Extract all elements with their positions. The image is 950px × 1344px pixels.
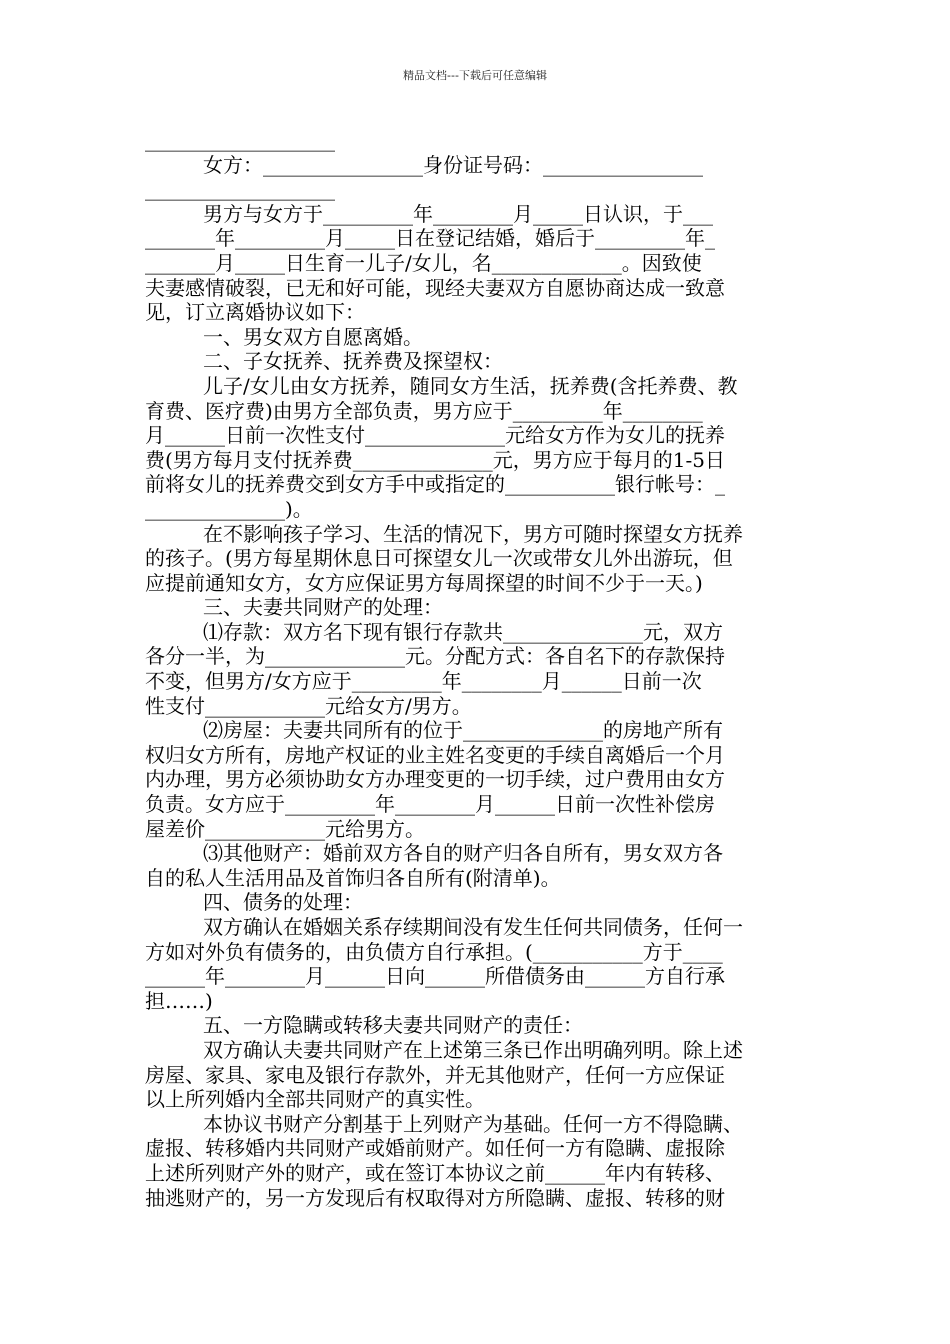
text-line: 负责。女方应于_________年________月______日前一次性补偿房: [145, 792, 715, 817]
document-body: [145, 128, 810, 1210]
text-line: 双方确认夫妻共同财产在上述第三条已作出明确列明。除上述: [203, 1037, 743, 1062]
text-line: 房屋、家具、家电及银行存款外，并无其他财产，任何一方应保证: [145, 1062, 725, 1087]
text-line: 二、子女抚养、抚养费及探望权：: [203, 349, 503, 374]
text-line: 抽逃财产的，另一方发现后有权取得对方所隐瞒、虚报、转移的财: [145, 1185, 725, 1210]
text-line: 担……): [145, 988, 213, 1013]
text-line: 五、一方隐瞒或转移夫妻共同财产的责任：: [203, 1013, 583, 1038]
text-line: 内办理，男方必须协助女方办理变更的一切手续，过户费用由女方: [145, 767, 725, 792]
text-line: ___________________: [145, 128, 335, 152]
text-line: ______________)。: [145, 496, 313, 521]
text-line: 前将女儿的抚养费交到女方手中或指定的___________银行帐号：_: [145, 472, 725, 497]
text-line: ⑴存款：双方名下现有银行存款共______________元，双方: [203, 619, 723, 644]
text-line: 性支付____________元给女方/男方。: [145, 693, 472, 718]
text-line: 权归女方所有，房地产权证的业主姓名变更的手续自离婚后一个月: [145, 742, 725, 767]
text-line: 女方：________________身份证号码：________________: [203, 152, 703, 177]
text-line: 夫妻感情破裂，已无和好可能，现经夫妻双方自愿协商达成一致意: [145, 275, 725, 300]
text-line: 虚报、转移婚内共同财产或婚前财产。如任何一方有隐瞒、虚报除: [145, 1136, 725, 1161]
text-line: 费(男方每月支付抚养费______________元，男方应于每月的1-5日: [145, 447, 726, 472]
text-line: 以上所列婚内全部共同财产的真实性。: [145, 1087, 485, 1112]
text-line: ___________________: [145, 177, 335, 202]
text-line: 在不影响孩子学习、生活的情况下，男方可随时探望女方抚养: [203, 521, 743, 546]
text-line: 三、夫妻共同财产的处理：: [203, 595, 443, 620]
text-line: 自的私人生活用品及首饰归各自所有(附清单)。: [145, 865, 561, 890]
text-line: 本协议书财产分割基于上列财产为基础。任何一方不得隐瞒、: [203, 1111, 743, 1136]
text-line: ⑶其他财产：婚前双方各自的财产归各自所有，男女双方各: [203, 841, 723, 866]
text-line: 月______日前一次性支付______________元给女方作为女儿的抚养: [145, 423, 725, 448]
text-line: 方如对外负有债务的，由负债方自行承担。(___________方于____: [145, 939, 723, 964]
text-line: 不变，但男方/女方应于_________年________月______日前一次: [145, 669, 702, 694]
text-line: 见，订立离婚协议如下：: [145, 300, 365, 325]
text-line: 上述所列财产外的财产，或在签订本协议之前______年内有转移、: [145, 1160, 725, 1185]
text-line: _______年_________月_____日在登记结婚，婚后于_________年_: [145, 226, 715, 251]
text-line: 各分一半，为______________元。分配方式：各自名下的存款保持: [145, 644, 725, 669]
text-line: ______年________月______日向______所借债务由______方自行承: [145, 964, 725, 989]
text-line: 育费、医疗费)由男方全部负责，男方应于_________年________: [145, 398, 703, 423]
text-line: 双方确认在婚姻关系存续期间没有发生任何共同债务，任何一: [203, 915, 743, 939]
text-line: _______月_____日生育一儿子/女儿，名_____________。因致使: [145, 250, 702, 275]
text-line: 四、债务的处理：: [203, 890, 363, 915]
text-line: 应提前通知女方，女方应保证男方每周探望的时间不少于一天。): [145, 570, 703, 595]
text-line: 的孩子。(男方每星期休息日可探望女儿一次或带女儿外出游玩，但: [145, 546, 733, 571]
text-line: ⑵房屋：夫妻共同所有的位于______________的房地产所有: [203, 718, 723, 743]
text-line: 男方与女方于_________年________月_____日认识，于___: [203, 201, 713, 226]
text-line: 一、男女双方自愿离婚。: [203, 324, 423, 349]
page-header: 精品文档---下载后可任意编辑: [403, 69, 547, 82]
text-line: 儿子/女儿由女方抚养，随同女方生活，抚养费(含托养费、教: [203, 373, 738, 398]
text-line: 屋差价____________元给男方。: [145, 816, 425, 841]
